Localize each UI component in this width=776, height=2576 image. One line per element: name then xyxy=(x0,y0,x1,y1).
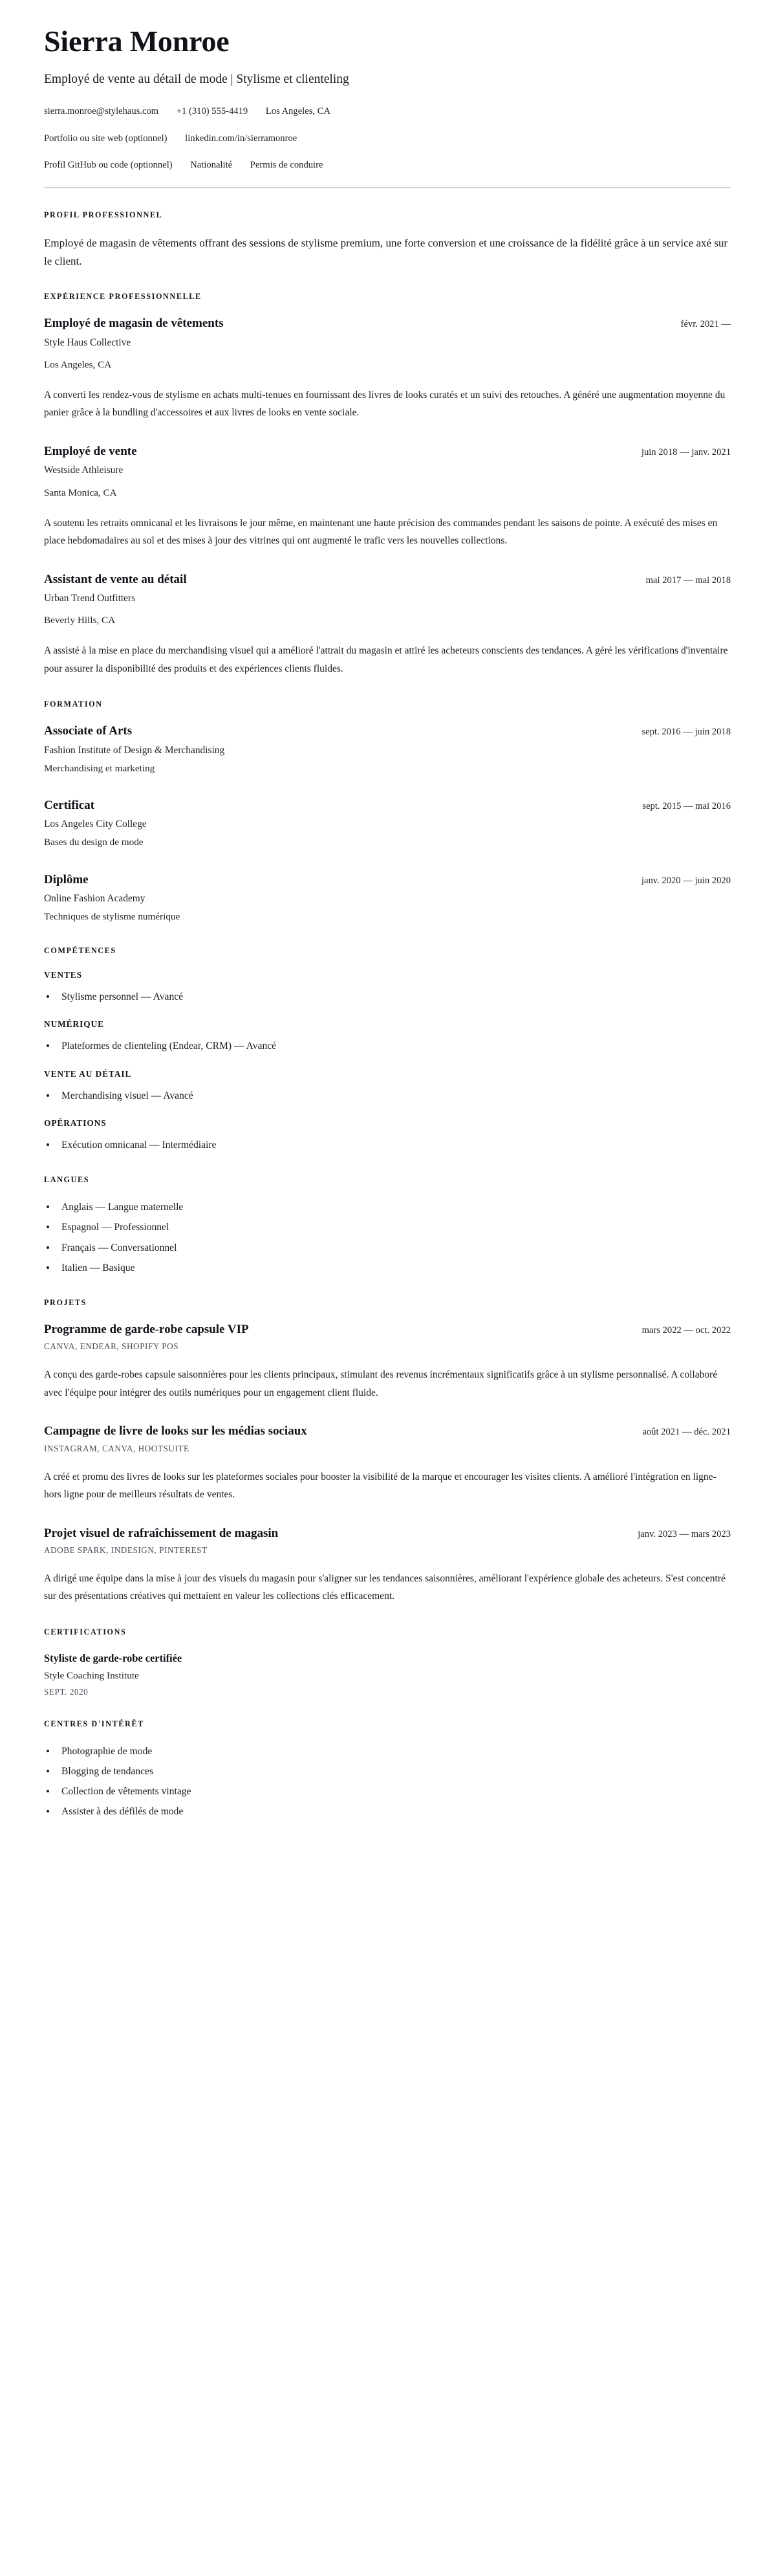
project-dates: août 2021 — déc. 2021 xyxy=(642,1427,731,1438)
education-entry xyxy=(44,723,731,776)
education-entry-head xyxy=(44,723,731,738)
skill-item: Exécution omnicanal — Intermédiaire xyxy=(44,1137,731,1153)
interest-list xyxy=(44,1743,731,1820)
driving-license-text: Permis de conduire xyxy=(250,160,323,171)
project-entry xyxy=(44,1424,731,1503)
job-title: Assistant de vente au détail xyxy=(44,572,187,586)
project-name: Projet visuel de rafraîchissement de magasin xyxy=(44,1526,279,1540)
degree-dates: sept. 2015 — mai 2016 xyxy=(642,800,731,811)
skill-group-numerique xyxy=(44,1019,731,1054)
portfolio-placeholder-text[interactable]: Portfolio ou site web (optionnel) xyxy=(44,133,167,144)
interest-item: Collection de vêtements vintage xyxy=(44,1783,731,1800)
job-description: A converti les rendez-vous de stylisme en achats multi-tenues en fournissant des livres de looks curatés et un suivi des retouches. A généré une augmentation moyenne du panier grâce à la bundling d'accessoires et aux livres de looks en vente sociale. xyxy=(44,389,726,419)
project-stack: INSTAGRAM, CANVA, HOOTSUITE xyxy=(44,1443,189,1453)
experience-entry xyxy=(44,444,731,550)
project-entry xyxy=(44,1322,731,1402)
skill-item: Merchandising visuel — Avancé xyxy=(44,1088,731,1104)
skill-list xyxy=(44,1137,731,1153)
experience-entry xyxy=(44,572,731,678)
section-title-certifications: CERTIFICATIONS xyxy=(44,1627,127,1637)
degree-title: Certificat xyxy=(44,798,95,812)
nationality-text: Nationalité xyxy=(190,160,233,171)
section-skills xyxy=(44,946,731,1153)
project-name: Campagne de livre de looks sur les médias sociaux xyxy=(44,1424,307,1438)
location-text: Los Angeles, CA xyxy=(265,105,330,116)
experience-entry-head xyxy=(44,444,731,459)
experience-entry xyxy=(44,316,731,422)
project-entry xyxy=(44,1526,731,1605)
interest-item: Photographie de mode xyxy=(44,1743,731,1759)
language-item: Italien — Basique xyxy=(44,1260,731,1276)
email-text[interactable]: sierra.monroe@stylehaus.com xyxy=(44,105,159,116)
job-dates: juin 2018 — janv. 2021 xyxy=(641,447,731,458)
project-entry-head xyxy=(44,1526,731,1541)
skill-group-title: VENTE AU DÉTAIL xyxy=(44,1068,132,1079)
section-title-education: FORMATION xyxy=(44,699,103,709)
job-title: Employé de magasin de vêtements xyxy=(44,316,224,331)
section-education xyxy=(44,699,731,924)
skill-item: Stylisme personnel — Avancé xyxy=(44,989,731,1005)
education-entry xyxy=(44,798,731,850)
section-title-profile: PROFIL PROFESSIONNEL xyxy=(44,210,163,220)
project-description: A créé et promu des livres de looks sur les plateformes sociales pour booster la visibilité de la marque et encourager les visites clients. A amélioré l'intégration en ligne-hors ligne pour de meilleurs résultats de ventes. xyxy=(44,1471,717,1501)
job-location: Los Angeles, CA xyxy=(44,358,112,370)
field-of-study: Bases du design de mode xyxy=(44,837,144,848)
experience-entry-head xyxy=(44,316,731,331)
project-dates: janv. 2023 — mars 2023 xyxy=(638,1528,731,1539)
skill-group-title: NUMÉRIQUE xyxy=(44,1019,104,1029)
skill-item: Plateformes de clienteling (Endear, CRM) — Avancé xyxy=(44,1038,731,1054)
section-title-languages: LANGUES xyxy=(44,1175,90,1185)
skill-list xyxy=(44,1038,731,1054)
resume-header xyxy=(44,26,731,188)
project-description: A conçu des garde-robes capsule saisonnières pour les clients principaux, stimulant des revenus incrémentaux significatifs grâce à un stylisme personnalisé. A collaboré avec l'équipe pour intégrer des outils numériques pour un engagement client fluide. xyxy=(44,1369,718,1398)
contact-line-1 xyxy=(44,105,731,119)
resume-sheet xyxy=(44,26,731,1820)
project-stack: CANVA, ENDEAR, SHOPIFY POS xyxy=(44,1341,179,1352)
section-title-experience: EXPÉRIENCE PROFESSIONNELLE xyxy=(44,292,202,302)
certification-name: Styliste de garde-robe certifiée xyxy=(44,1652,182,1665)
field-of-study: Merchandising et marketing xyxy=(44,762,155,774)
job-description: A assisté à la mise en place du merchandising visuel qui a amélioré l'attrait du magasin et attiré les acheteurs conscients des tendances. A géré les vérifications d'inventaire pour assurer la disponibilité des produits et des expériences clients fluides. xyxy=(44,645,728,674)
skill-list xyxy=(44,989,731,1005)
header-divider xyxy=(44,187,731,188)
experience-entry-head xyxy=(44,572,731,587)
interest-item: Blogging de tendances xyxy=(44,1763,731,1779)
job-location: Beverly Hills, CA xyxy=(44,615,116,626)
section-projects xyxy=(44,1298,731,1605)
degree-title: Diplôme xyxy=(44,872,89,886)
interest-item: Assister à des défilés de mode xyxy=(44,1803,731,1820)
section-title-interests: CENTRES D'INTÉRÊT xyxy=(44,1719,144,1728)
project-description: A dirigé une équipe dans la mise à jour des visuels du magasin pour s'aligner sur les tendances saisonnières, améliorant l'expérience globale des acheteurs. S'est concentré sur des présentations créatives qui mettaient en valeur les collections clés efficacement. xyxy=(44,1572,726,1602)
job-title: Employé de vente xyxy=(44,445,137,459)
certification-entry xyxy=(44,1651,731,1697)
job-company: Style Haus Collective xyxy=(44,336,131,348)
project-dates: mars 2022 — oct. 2022 xyxy=(641,1325,731,1336)
project-stack: ADOBE SPARK, INDESIGN, PINTEREST xyxy=(44,1545,208,1555)
section-title-projects: PROJETS xyxy=(44,1298,87,1308)
contact-line-3 xyxy=(44,159,731,173)
section-profile xyxy=(44,210,731,270)
phone-text[interactable]: +1 (310) 555-4419 xyxy=(176,105,248,116)
contact-line-2 xyxy=(44,132,731,146)
candidate-name: Sierra Monroe xyxy=(44,25,230,58)
field-of-study: Techniques de stylisme numérique xyxy=(44,911,180,922)
job-description: A soutenu les retraits omnicanal et les livraisons le jour même, en maintenant une haute précision des commandes pendant les saisons de pointe. A exécuté des mises en place hebdomadaires au sol et des mises à jour des vitrines qui ont augmenté le trafic vers les nouvelles collections. xyxy=(44,517,718,547)
degree-dates: janv. 2020 — juin 2020 xyxy=(641,875,731,886)
certification-issuer: Style Coaching Institute xyxy=(44,1670,139,1682)
profile-summary-text: Employé de magasin de vêtements offrant des sessions de stylisme premium, une forte conversion et une croissance de la fidélité grâce à un service axé sur le client. xyxy=(44,237,728,267)
skill-list xyxy=(44,1088,731,1104)
job-company: Urban Trend Outfitters xyxy=(44,592,136,604)
linkedin-link[interactable]: linkedin.com/in/sierramonroe xyxy=(185,133,297,144)
education-entry-head xyxy=(44,798,731,813)
education-entry-head xyxy=(44,872,731,887)
skill-group-operations xyxy=(44,1118,731,1153)
skill-group-title: VENTES xyxy=(44,970,82,980)
job-company: Westside Athleisure xyxy=(44,465,124,476)
school-name: Online Fashion Academy xyxy=(44,892,146,904)
project-name: Programme de garde-robe capsule VIP xyxy=(44,1323,249,1337)
section-interests xyxy=(44,1719,731,1820)
certification-date: SEPT. 2020 xyxy=(44,1686,89,1697)
education-entry xyxy=(44,872,731,925)
school-name: Fashion Institute of Design & Merchandising xyxy=(44,744,225,756)
job-dates: mai 2017 — mai 2018 xyxy=(645,575,731,586)
github-placeholder-text[interactable]: Profil GitHub ou code (optionnel) xyxy=(44,160,173,171)
degree-dates: sept. 2016 — juin 2018 xyxy=(641,727,731,738)
project-entry-head xyxy=(44,1424,731,1438)
skill-group-title: OPÉRATIONS xyxy=(44,1117,107,1128)
skill-group-ventes xyxy=(44,970,731,1005)
candidate-headline: Employé de vente au détail de mode | Stylisme et clienteling xyxy=(44,72,349,87)
language-item: Français — Conversationnel xyxy=(44,1240,731,1256)
section-languages xyxy=(44,1175,731,1276)
language-item: Anglais — Langue maternelle xyxy=(44,1199,731,1215)
section-experience xyxy=(44,292,731,677)
section-title-skills: COMPÉTENCES xyxy=(44,946,116,956)
degree-title: Associate of Arts xyxy=(44,724,133,738)
job-location: Santa Monica, CA xyxy=(44,487,117,498)
school-name: Los Angeles City College xyxy=(44,819,147,830)
language-item: Espagnol — Professionnel xyxy=(44,1219,731,1235)
language-list xyxy=(44,1199,731,1276)
job-dates: févr. 2021 — xyxy=(680,319,731,330)
project-entry-head xyxy=(44,1322,731,1337)
skill-group-vente-au-detail xyxy=(44,1069,731,1104)
section-certifications xyxy=(44,1627,731,1697)
